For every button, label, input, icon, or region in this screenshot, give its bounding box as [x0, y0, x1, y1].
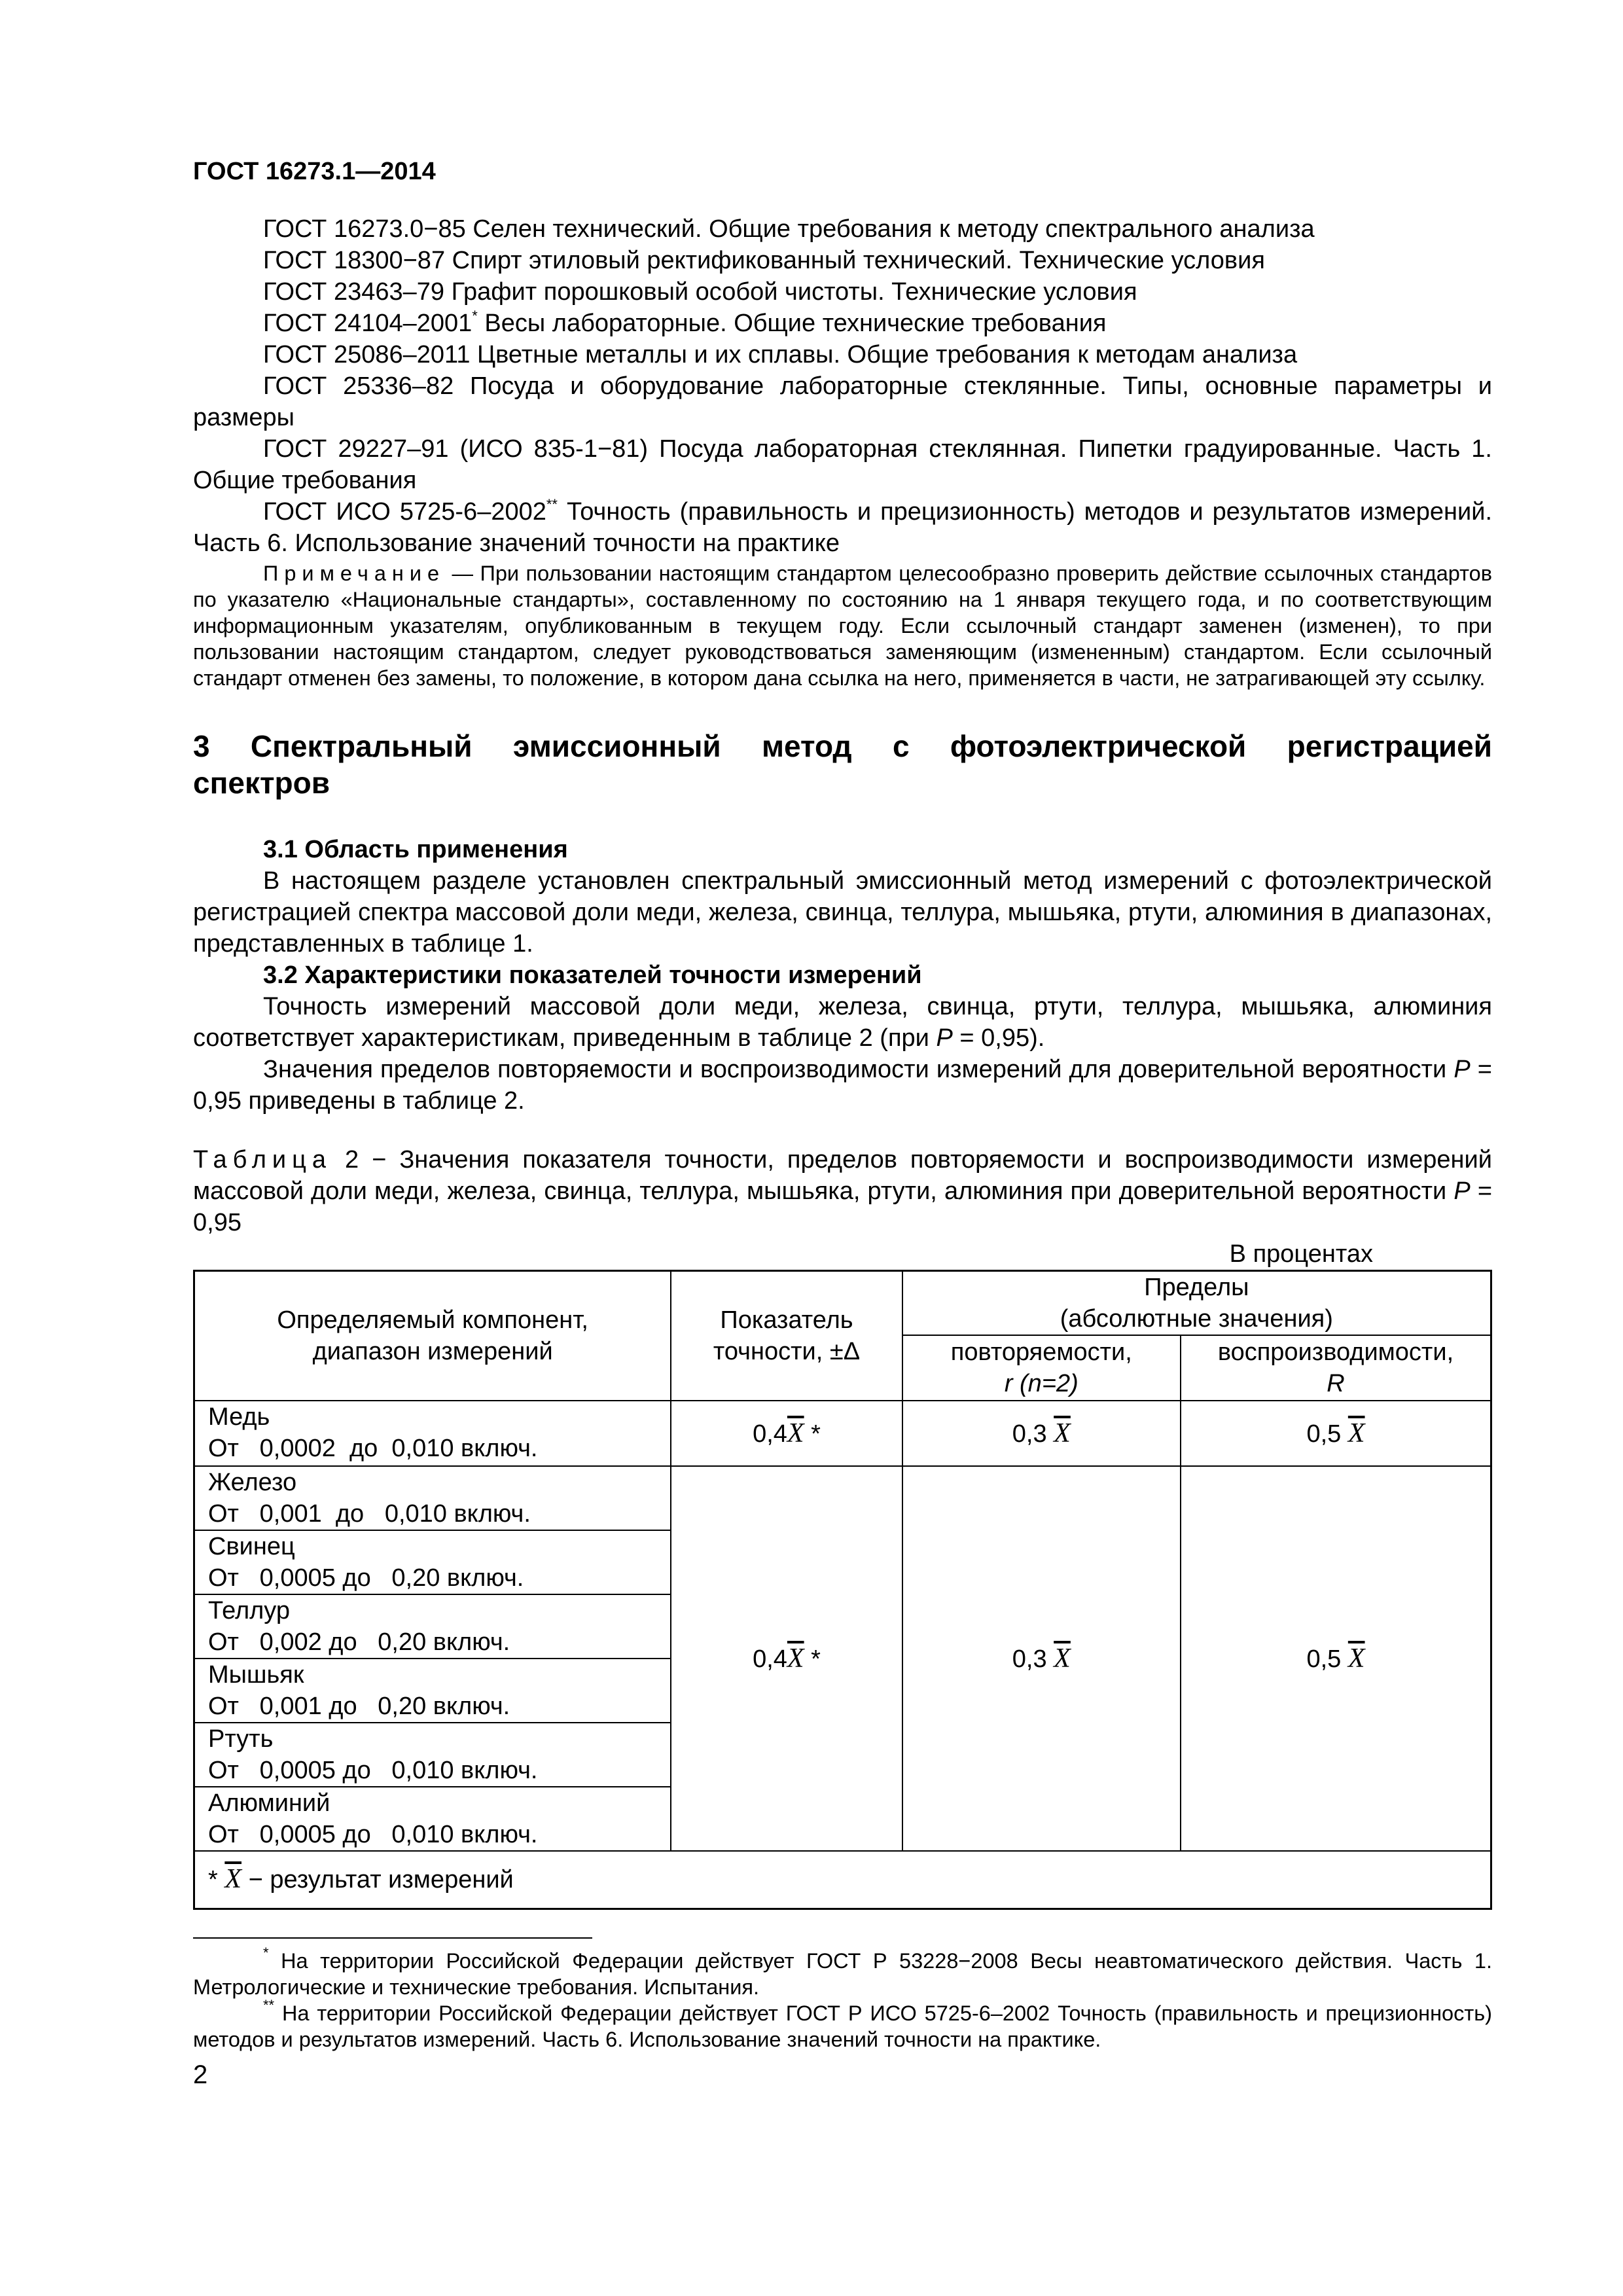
component-cell: Железо От 0,001 до 0,010 включ. [194, 1466, 671, 1530]
header-reproducibility: воспроизводимости, R [1181, 1335, 1491, 1401]
paragraph: Значения пределов повторяемости и воспроизводимости измерений для доверительной вероятности P = 0,95 приведены в таблице 2. [193, 1056, 1493, 1115]
accuracy-cell: $0,4\overline{X}$ * [671, 1401, 902, 1466]
paragraph: Точность измерений массовой доли меди, железа, свинца, ртути, теллура, мышьяка, алюминия соответствует характеристикам, приведенным в таблице 2 (при P = 0,95). [193, 993, 1492, 1052]
reference-item: ГОСТ 24104–2001* Весы лабораторные. Общие технические требования [263, 308, 1107, 337]
header-accuracy: Показатель точности, ±Δ [671, 1271, 902, 1401]
reference-item: ГОСТ 25336–82 Посуда и оборудование лабораторные стеклянные. Типы, основные параметры и размеры [193, 372, 1492, 431]
reference-list [193, 213, 1492, 559]
table-caption: Таблица 2 − Значения показателя точности, пределов повторяемости и воспроизводимости измерений массовой доли меди, железа, свинца, теллура, мышьяка, ртути, алюминия при доверительной вероятности P = 0,95 [193, 1146, 1493, 1236]
table-row [194, 1401, 1491, 1466]
table-header-row [194, 1271, 1491, 1336]
component-cell: Теллур От 0,002 до 0,20 включ. [194, 1594, 671, 1659]
footnote-mark: * [472, 308, 478, 324]
table-row [194, 1466, 1491, 1530]
accuracy-table [193, 1270, 1492, 1910]
repeatability-cell: 0,3 $\overline{X}$ [902, 1466, 1181, 1851]
table-label: Таблица [193, 1146, 332, 1174]
reference-item: ГОСТ ИСО 5725-6–2002** Точность (правильность и прецизионность) методов и результатов измерений. Часть 6. Использование значений точности на практике [193, 496, 1492, 557]
subsection-title: 3.2 Характеристики показателей точности измерений [263, 961, 922, 989]
header-repeatability: повторяемости, r (n=2) [902, 1335, 1181, 1401]
table-footnote-row [194, 1851, 1491, 1909]
footnote-separator [193, 1937, 592, 1939]
page-number: 2 [193, 2060, 208, 2089]
document-body [193, 213, 1492, 2090]
subsection-title: 3.1 Область применения [263, 836, 568, 863]
table-units: В процентах [1229, 1240, 1373, 1268]
note-label: Примечание [263, 562, 446, 585]
note-paragraph: Примечание — При пользовании настоящим стандартом целесообразно проверить действие ссылочных стандартов по указателю «Национальные стандарты», составленному по состоянию на 1 января текущего года, и по соответствующим информационным указателям, опубликованным в текущем году. Если ссылочный стандарт заменен (изменен), то при пользовании настоящим стандартом, следует руководствоваться заменяющим (измененным) стандартом. Если ссылочный стандарт отменен без замены, то положение, в котором дана ссылка на него, применяется в части, не затрагивающей эту ссылку. [193, 562, 1492, 690]
repeatability-cell: 0,3 $\overline{X}$ [902, 1401, 1181, 1466]
component-cell: Мышьяк От 0,001 до 0,20 включ. [194, 1659, 671, 1723]
section-title-cont: спектров [193, 766, 330, 800]
accuracy-cell: $0,4\overline{X}$ * [671, 1466, 902, 1851]
component-cell: Медь От 0,0002 до 0,010 включ. [194, 1401, 671, 1466]
document-header: ГОСТ 16273.1—2014 [193, 158, 436, 185]
reference-item: ГОСТ 18300−87 Спирт этиловый ректификованный технический. Технические условия [263, 247, 1265, 274]
header-limits: Пределы (абсолютные значения) [902, 1271, 1491, 1336]
header-component: Определяемый компонент, диапазон измерений [194, 1271, 671, 1401]
section-title: 3 Спектральный эмиссионный метод с фотоэлектрической регистрацией [193, 729, 1492, 763]
table-footnote: * $\overline{X}$ − результат измерений [194, 1851, 1491, 1909]
footnote-mark: ** [546, 496, 558, 512]
reference-item: ГОСТ 29227–91 (ИСО 835-1−81) Посуда лабораторная стеклянная. Пипетки градуированные. Часть 1. Общие требования [193, 435, 1492, 494]
component-cell: Свинец От 0,0005 до 0,20 включ. [194, 1530, 671, 1594]
footnote: * На территории Российской Федерации действует ГОСТ Р 53228−2008 Весы неавтоматического действия. Часть 1. Метрологические и технические требования. Испытания. [193, 1944, 1492, 1999]
component-cell: Алюминий От 0,0005 до 0,010 включ. [194, 1787, 671, 1851]
reproducibility-cell: 0,5 $\overline{X}$ [1181, 1466, 1491, 1851]
reproducibility-cell: 0,5 $\overline{X}$ [1181, 1401, 1491, 1466]
reference-item: ГОСТ 23463–79 Графит порошковый особой чистоты. Технические условия [263, 278, 1137, 306]
footnote: ** На территории Российской Федерации действует ГОСТ Р ИСО 5725-6–2002 Точность (правильность и прецизионность) методов и результатов измерений. Часть 6. Использование значений точности на практике. [193, 1996, 1492, 2051]
paragraph: В настоящем разделе установлен спектральный эмиссионный метод измерений с фотоэлектрической регистрацией спектра массовой доли меди, железа, свинца, теллура, мышьяка, ртути, алюминия в диапазонах, представленных в таблице 1. [193, 867, 1492, 958]
reference-item: ГОСТ 25086–2011 Цветные металлы и их сплавы. Общие требования к методам анализа [263, 341, 1298, 368]
reference-item: ГОСТ 16273.0−85 Селен технический. Общие требования к методу спектрального анализа [263, 215, 1315, 243]
component-cell: Ртуть От 0,0005 до 0,010 включ. [194, 1723, 671, 1787]
